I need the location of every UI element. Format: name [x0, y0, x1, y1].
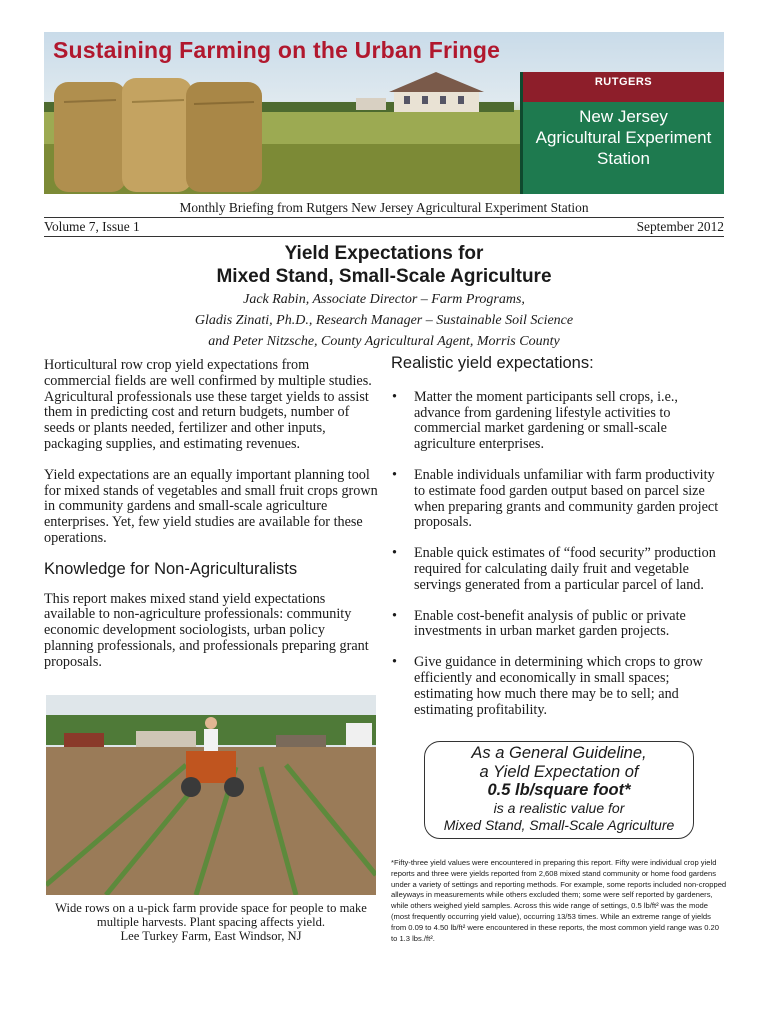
footnote: *Fifty-three yield values were encountered in preparing this report. Fifty were individual crop yield reports and three were yields reported from 2,608 mixed stand community or home food gardens under a variety of settings and reporting methods. For example, some reports included non-cropped alleyways in measurements while others excluded them; some were self reported by gardeners, while others weighed yield samples. Across this wide range of settings, 0.5 lb/ft² was the mode (most frequently occurring yield value), occurring 13/53 times. While an extreme range of yields from 0.09 to 4.50 lb/ft² were encountered in these reports, the most common yield range was 0.20 to 1.3 lbs./ft². [391, 858, 727, 943]
guideline-line-1: As a General Guideline, [471, 744, 647, 762]
guideline-line-2: a Yield Expectation of [479, 762, 639, 781]
bullet-text: Matter the moment participants sell crops, i.e., advance from gardening lifestyle activities to commercial market gardening or small-scale agriculture enterprises. [414, 388, 678, 453]
hay-bales [54, 78, 262, 192]
left-column [44, 358, 378, 686]
guideline-value: 0.5 lb/square foot* [487, 781, 631, 799]
header-banner [44, 32, 724, 194]
author-line-1: Jack Rabin, Associate Director – Farm Programs, [243, 292, 525, 307]
sign-logo-text: RUTGERS [523, 72, 724, 102]
planning-paragraph: Yield expectations are an equally important planning tool for mixed stands of vegetables and small fruit crops grown in community gardens and small-scale agriculture enterprises. Yet, few yield studies are available for these operations. [44, 466, 378, 546]
article-title-line-2: Mixed Stand, Small-Scale Agriculture [216, 266, 552, 287]
bullet-icon: • [392, 545, 397, 562]
intro-paragraph: Horticultural row crop yield expectations from commercial fields are well confirmed by multiple studies. Agricultural professionals use these target yields to assist them in predicting cost and return budgets, number of seeds or plants needed, fertilizer and other inputs, packaging supplies, and estimating revenues. [44, 357, 372, 452]
photo-caption [46, 901, 376, 944]
bullet-text: Enable quick estimates of “food security” production required for calculating daily fruit and vegetable servings generated from a particular parcel of land. [414, 545, 716, 593]
guideline-line-5: Mixed Stand, Small-Scale Agriculture [443, 817, 675, 833]
bullet-text: Enable individuals unfamiliar with farm productivity to estimate food garden output based on parcel size when preparing grants and community garden project proposals. [414, 466, 719, 531]
right-column [391, 356, 725, 733]
bullet-item [391, 609, 725, 641]
sign-line-3: Station [597, 149, 650, 168]
guideline-line-4: is a realistic value for [493, 800, 625, 816]
banner-title: Sustaining Farming on the Urban Fringe [53, 37, 501, 63]
author-line-3: and Peter Nitzsche, County Agricultural Agent, Morris County [208, 334, 560, 349]
farm-tractor-photo [46, 695, 376, 895]
issue-date: September 2012 [636, 219, 724, 234]
author-line-2: Gladis Zinati, Ph.D., Research Manager – Sustainable Soil Science [194, 313, 574, 328]
bullet-text: Enable cost-benefit analysis of public or private investments in urban market garden projects. [414, 607, 686, 640]
report-paragraph: This report makes mixed stand yield expectations available to non-agriculture professionals: community economic development sociologists, urban policy planning professionals, and professionals preparing grant proposals. [44, 590, 369, 670]
article-title [0, 242, 768, 288]
bullet-icon: • [392, 654, 397, 671]
bullet-item [391, 390, 725, 453]
briefing-subtitle: Monthly Briefing from Rutgers New Jersey Agricultural Experiment Station [179, 200, 589, 215]
bullet-icon: • [392, 388, 397, 405]
photo-caption-credit: Lee Turkey Farm, East Windsor, NJ [120, 929, 302, 944]
section-heading-realistic-yield: Realistic yield expectations: [391, 354, 594, 372]
bullet-icon: • [392, 607, 397, 624]
authors [0, 289, 768, 352]
masthead-bottom-rule [44, 236, 724, 237]
section-heading-non-agriculturalists: Knowledge for Non-Agriculturalists [44, 559, 298, 578]
rutgers-sign [520, 72, 724, 194]
bullet-item [391, 655, 725, 718]
article-title-line-1: Yield Expectations for [284, 243, 484, 264]
sign-line-2: Agricultural Experiment [535, 128, 712, 147]
bullet-icon: • [392, 466, 397, 483]
bullet-item [391, 546, 725, 593]
photo-caption-text: Wide rows on a u-pick farm provide space for people to make multiple harvests. Plant spacing affects yield. [55, 901, 367, 930]
bullet-text: Give guidance in determining which crops to grow efficiently and economically in small spaces; estimating how much there may be to sell; and estimating profitability. [414, 654, 703, 718]
guideline-callout-box [424, 741, 694, 839]
bullet-item [391, 468, 725, 531]
volume-issue: Volume 7, Issue 1 [44, 219, 140, 234]
masthead-top-rule [44, 217, 724, 218]
sign-line-1: New Jersey [579, 107, 668, 126]
